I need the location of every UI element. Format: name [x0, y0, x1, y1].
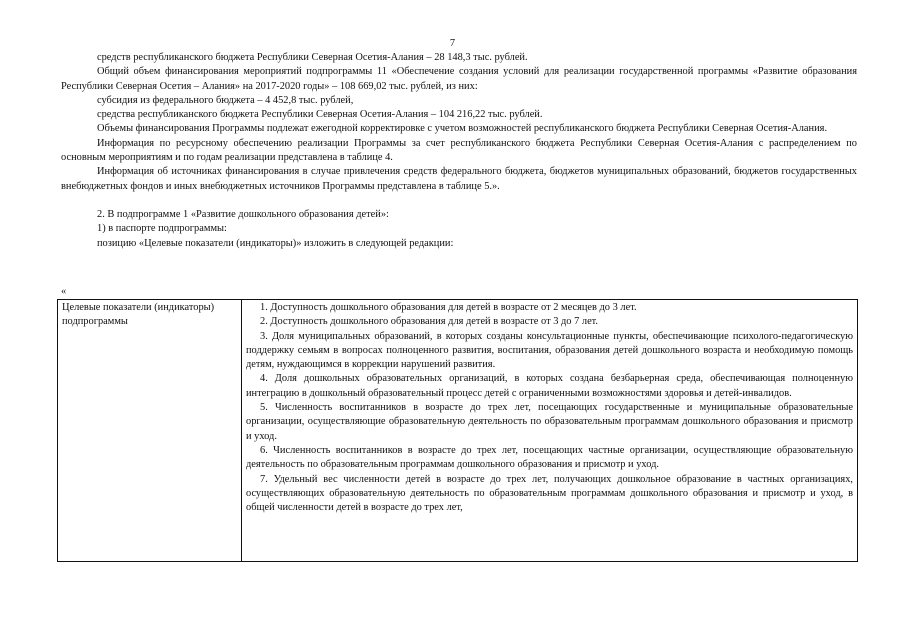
indicator-item: 6. Численность воспитанников в возрасте до трех лет, посещающих частные организации, осуществляющие образовательную деятельность по образовательным программам дошкольного образования и присмотр и уход. — [246, 444, 853, 471]
indicator-item: 7. Удельный вес численности детей в возрасте до трех лет, получающих дошкольное образование в частных организациях, осуществляющих образовательную деятельность по образовательным программам дошкольного образования и присмотр и уход, в общей численности детей в возрасте до трех лет, — [246, 473, 853, 514]
page-number: 7 — [449, 38, 456, 49]
indicators-content-cell — [242, 300, 858, 562]
indicator-item: 5. Численность воспитанников в возрасте до трех лет, посещающих государственные и муниципальные образовательные организации, осуществляющие образовательную деятельность по образовательным программам дошкольного образования и присмотр и уход. — [246, 402, 853, 442]
indicators-label: Целевые показатели (индикаторы) подпрограммы — [62, 302, 215, 328]
indicator-item: 1. Доступность дошкольного образования для детей в возрасте от 2 месяцев до 3 лет. — [260, 302, 637, 313]
paragraph: 1) в паспорте подпрограммы: — [97, 223, 227, 235]
indicators-table — [57, 299, 858, 562]
indicator-item: 4. Доля дошкольных образовательных организаций, в которых создана безбарьерная среда, обеспечивающая полноценную интеграцию в дошкольный образовательный процесс детей с ограниченными возможностями здоровья и детей-инвалидов. — [246, 373, 853, 399]
document-body — [61, 51, 857, 251]
paragraph: Информация по ресурсному обеспечению реализации Программы за счет республиканского бюджета Республики Северная Осетия-Алания с распределением по основным мероприятиям и по годам реализации представлена в таблице 4. — [61, 137, 857, 164]
indicator-item: 3. Доля муниципальных образований, в которых созданы консультационные пункты, обеспечивающие психолого-педагогическую поддержку семьям в вопросах полноценного развития, воспитания, образования детей дошкольного возраста и необходимую помощь детям, нуждающимся в коррекции нарушений развития. — [246, 330, 853, 371]
table-row — [58, 300, 858, 562]
paragraph: Объемы финансирования Программы подлежат ежегодной корректировке с учетом возможностей республиканского бюджета Республики Северная Осетия-Алания. — [97, 123, 828, 135]
spacer — [61, 194, 857, 208]
opening-quote-mark: « — [61, 286, 67, 297]
indicators-label-cell — [58, 300, 242, 562]
paragraph: позицию «Целевые показатели (индикаторы)» изложить в следующей редакции: — [97, 237, 454, 249]
paragraph: Информация об источниках финансирования в случае привлечения средств федерального бюджета, бюджетов муниципальных образований, бюджетов государственных внебюджетных фондов и иных внебюджетных источников Программы представлена в таблице 5.». — [61, 166, 857, 192]
paragraph: средств республиканского бюджета Республики Северная Осетия-Алания – 28 148,3 тыс. рублей. — [97, 52, 528, 63]
section-heading: 2. В подпрограмме 1 «Развитие дошкольного образования детей»: — [97, 208, 389, 220]
indicator-item: 2. Доступность дошкольного образования для детей в возрасте от 3 до 7 лет. — [260, 316, 599, 328]
paragraph: субсидия из федерального бюджета – 4 452,8 тыс. рублей, — [97, 94, 354, 106]
paragraph: Общий объем финансирования мероприятий подпрограммы 11 «Обеспечение создания условий для реализации государственной программы «Развитие образования Республики Северная Осетия – Алания» на 2017-2020 годы» – 108 669,02 тыс. рублей, из них: — [61, 66, 857, 92]
paragraph: средства республиканского бюджета Республики Северная Осетия-Алания – 104 216,22 тыс. рублей. — [97, 109, 543, 121]
